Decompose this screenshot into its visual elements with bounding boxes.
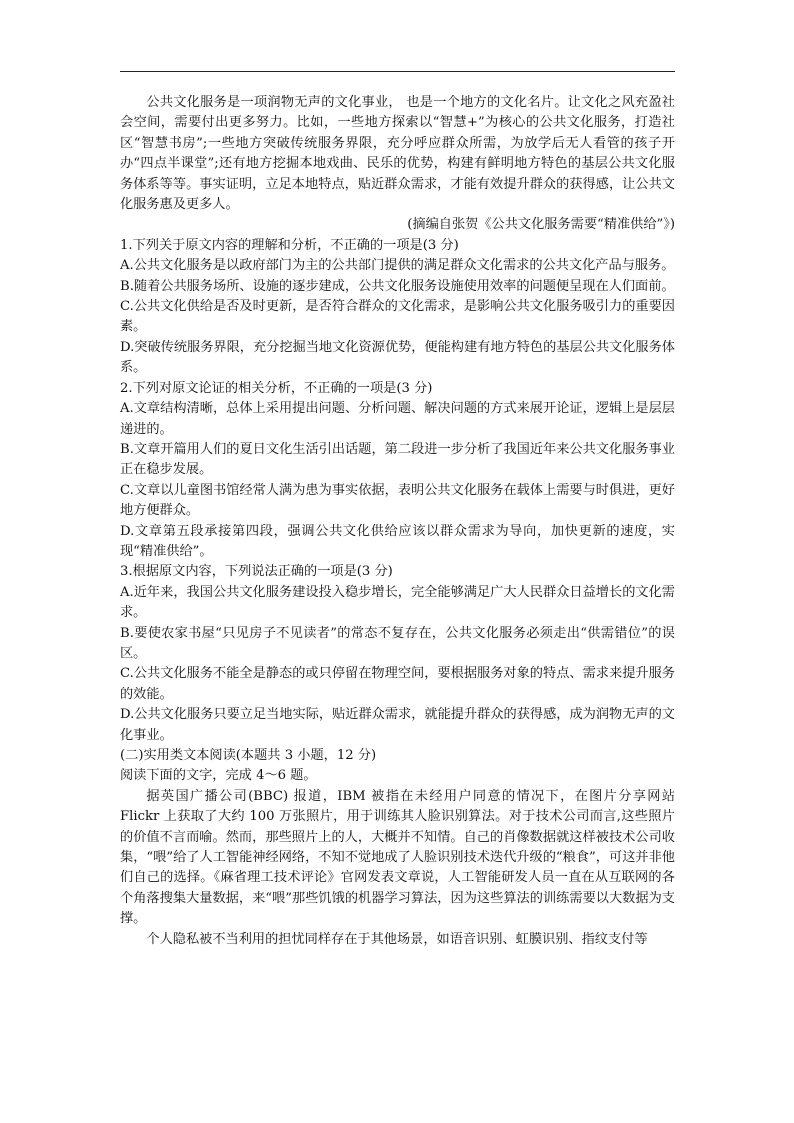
document-body [120, 93, 675, 950]
section2-heading: (二)实用类文本阅读(本题共 3 小题，12 分) [120, 748, 377, 763]
question-3-option-c: C.公共文化服务不能全是静态的或只停留在物理空间，要根据服务对象的特点、需求来提升服务的效能。 [120, 666, 675, 702]
question-2-option-d: D.文章第五段承接第四段，强调公共文化供给应该以群众需求为导向，加快更新的速度，实现“精准供给”。 [120, 523, 675, 559]
section2-paragraph-2: 个人隐私被不当利用的担忧同样存在于其他场景，如语音识别、虹膜识别、指纹支付等 [146, 931, 648, 947]
question-1-option-c: C.公共文化供给是否及时更新，是否符合群众的文化需求，是影响公共文化服务吸引力的重要因素。 [120, 299, 675, 335]
passage1-source: (摘编自张贺《公共文化服务需要“精准供给”》) [407, 217, 675, 233]
question-1-option-d: D.突破传统服务界限，充分挖掘当地文化资源优势，便能构建有地方特色的基层公共文化服务体系。 [120, 339, 675, 376]
question-2-option-a: A.文章结构清晰，总体上采用提出问题、分析问题、解决问题的方式来展开论证，逻辑上是层层递进的。 [120, 401, 675, 437]
section2-paragraph-1: 据英国广播公司(BBC) 报道，IBM 被指在未经用户同意的情况下，在图片分享网站 Flickr 上获取了大约 100 万张照片，用于训练其人脸识别算法。对于技术公司而言,这些照片的价值不言而喻。然而，那些照片上的人，大概并不知情。自己的肖像数据就这样被技术公司收集，“喂”给了人工智能神经网络，不知不觉地成了人脸识别技术迭代升级的“粮食”，可这并非他们自己的选择。《麻省理工技术评论》官网发表文章说，人工智能研发人员一直在从互联网的各个角落搜集大量数据，来“喂”那些饥饿的机器学习算法，因为这些算法的训练需要以大数据为支撑。 [120, 788, 675, 927]
question-2-option-b: B.文章开篇用人们的夏日文化生活引出话题，第二段进一步分析了我国近年来公共文化服务事业正在稳步发展。 [120, 441, 675, 478]
question-2-stem: 2.下列对原文论证的相关分析，不正确的一项是(3 分) [120, 380, 433, 396]
question-3-stem: 3.根据原文内容，下列说法正确的一项是(3 分) [120, 564, 393, 580]
question-1-stem: 1.下列关于原文内容的理解和分析，不正确的一项是(3 分) [120, 237, 459, 253]
question-2-option-c: C.文章以儿童图书馆经常人满为患为事实依据，表明公共文化服务在载体上需要与时俱进，更好地方便群众。 [120, 482, 675, 519]
question-3-option-d: D.公共文化服务只要立足当地实际，贴近群众需求，就能提升群众的获得感，成为润物无声的文化事业。 [120, 707, 675, 743]
question-3-option-a: A.近年来，我国公共文化服务建设投入稳步增长，完全能够满足广大人民群众日益增长的文化需求。 [120, 584, 675, 621]
passage1-paragraph: 公共文化服务是一项润物无声的文化事业， 也是一个地方的文化名片。让文化之风充盈社会空间，需要付出更多努力。比如，一些地方探索以“智慧+”为核心的公共文化服务，打造社区“智慧书房”;一些地方突破传统服务界限，充分呼应群众所需，为放学后无人看管的孩子开办“四点半课堂”;还有地方挖掘本地戏曲、民乐的优势，构建有鲜明地方特色的基层公共文化服务体系等等。事实证明，立足本地特点，贴近群众需求，才能有效提升群众的获得感，让公共文化服务惠及更多人。 [120, 95, 675, 213]
question-1-option-b: B.随着公共服务场所、设施的逐步建成，公共文化服务设施使用效率的问题便呈现在人们面前。 [120, 278, 675, 294]
header-rule [120, 71, 675, 72]
question-3-option-b: B.要使农家书屋“只见房子不见读者”的常态不复存在，公共文化服务必须走出“供需错位”的误区。 [120, 625, 675, 661]
section2-instruction: 阅读下面的文字，完成 4～6 题。 [120, 768, 317, 784]
question-1-option-a: A.公共文化服务是以政府部门为主的公共部门提供的满足群众文化需求的公共文化产品与服务。 [120, 258, 675, 274]
